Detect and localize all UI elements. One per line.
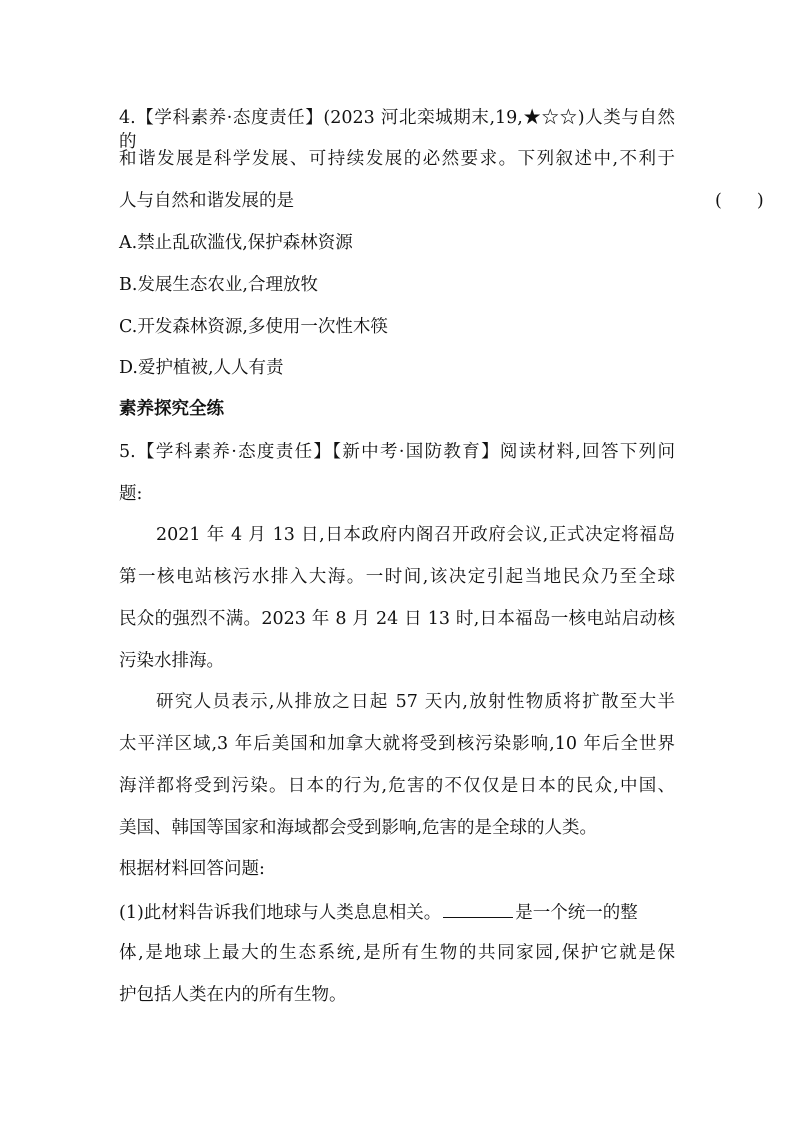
sub-question-1-text-after: 是一个统一的整 — [515, 903, 638, 923]
sub-question-1-line-1 — [119, 899, 675, 925]
option-d: D.爱护植被,人人有责 — [119, 358, 284, 378]
sub-question-1-line-2: 体,是地球上最大的生态系统,是所有生物的共同家园,保护它就是保 — [119, 943, 675, 963]
question-5-prompt: 根据材料回答问题: — [119, 859, 265, 879]
material-para2-line-3: 海洋都将受到污染。日本的行为,危害的不仅仅是日本的民众,中国、 — [119, 776, 675, 796]
answer-parentheses: ( ) — [715, 191, 764, 211]
material-para2-line-4: 美国、韩国等国家和海域都会受到影响,危害的是全球的人类。 — [119, 818, 598, 838]
material-para2-line-2: 太平洋区域,3 年后美国和加拿大就将受到核污染影响,10 年后全世界 — [119, 734, 675, 754]
question-5-line-1: 5.【学科素养·态度责任】【新中考·国防教育】阅读材料,回答下列问 — [119, 442, 675, 462]
material-para2-line-1: 研究人员表示,从排放之日起 57 天内,放射性物质将扩散至大半 — [156, 692, 675, 712]
material-para1-line-1: 2021 年 4 月 13 日,日本政府内阁召开政府会议,正式决定将福岛 — [156, 525, 675, 545]
material-para1-line-3: 民众的强烈不满。2023 年 8 月 24 日 13 时,日本福岛一核电站启动核 — [119, 609, 675, 629]
answer-blank[interactable] — [443, 899, 513, 918]
question-4-stem-end: 人与自然和谐发展的是 — [119, 191, 294, 211]
material-para1-line-2: 第一核电站核污水排入大海。一时间,该决定引起当地民众乃至全球 — [119, 567, 675, 587]
section-title: 素养探究全练 — [119, 399, 224, 419]
material-para1-line-4: 污染水排海。 — [119, 651, 224, 671]
question-4-line-2: 和谐发展是科学发展、可持续发展的必然要求。下列叙述中,不利于 — [119, 149, 675, 169]
question-5-line-2: 题: — [119, 484, 143, 504]
question-4-line-3 — [119, 189, 764, 213]
question-4-line-1: 4.【学科素养·态度责任】(2023 河北栾城期末,19,★☆☆)人类与自然的 — [119, 108, 675, 152]
option-a: A.禁止乱砍滥伐,保护森林资源 — [119, 233, 353, 253]
option-b: B.发展生态农业,合理放牧 — [119, 275, 318, 295]
option-c: C.开发森林资源,多使用一次性木筷 — [119, 317, 388, 337]
sub-question-1-text-before: (1)此材料告诉我们地球与人类息息相关。 — [119, 903, 442, 923]
sub-question-1-line-3: 护包括人类在内的所有生物。 — [119, 985, 347, 1005]
